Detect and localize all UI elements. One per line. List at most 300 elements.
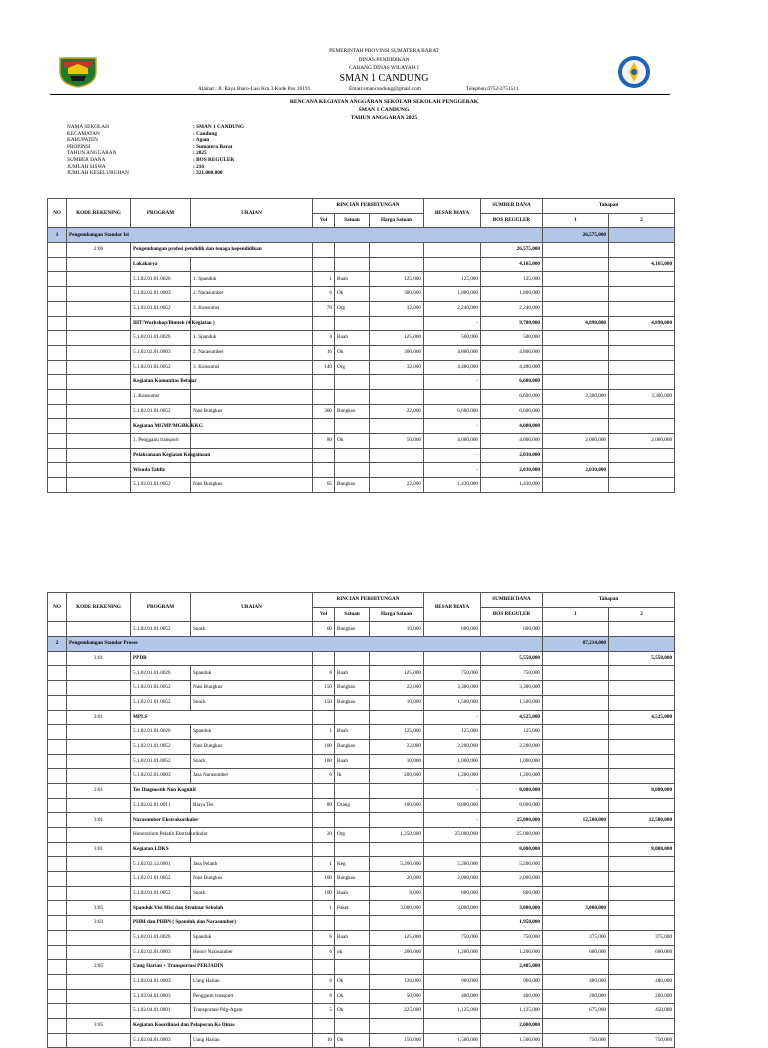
cell-harga-satuan: 20,000 — [370, 872, 424, 887]
cell-tahap-1 — [543, 375, 609, 390]
cell-tahap-2 — [609, 478, 675, 493]
cell-tahap-2 — [609, 301, 675, 316]
cell-satuan: Bungkus — [335, 622, 370, 637]
cell-bos-reguler: 2,200,000 — [481, 739, 543, 754]
cell-no — [48, 360, 67, 375]
cell-tahap-2: 8,000,000 — [609, 783, 675, 798]
cell-satuan — [335, 316, 370, 331]
cell-vol: 300 — [313, 404, 335, 419]
cell-harga-satuan: 125,000 — [370, 725, 424, 740]
cell-harga-satuan: 125,000 — [370, 272, 424, 287]
cell-besar-biaya: 4,800,000 — [424, 345, 481, 360]
cell-satuan — [335, 916, 370, 931]
info-label: JUMLAH KESELURUHAN — [67, 170, 129, 177]
cell-no — [48, 857, 67, 872]
cell-besar-biaya: - — [424, 463, 481, 478]
cell-bos-reguler: 26,575,000 — [543, 228, 609, 243]
cell-kode-rekening — [67, 622, 131, 637]
cell-besar-biaya: 1,800,000 — [424, 287, 481, 302]
cell-uraian: Biaya Tes — [191, 798, 313, 813]
cell-tahap-1 — [543, 1018, 609, 1033]
table-row — [48, 257, 675, 272]
cell-harga-satuan — [370, 960, 424, 975]
table-row — [48, 434, 675, 449]
cell-tahap-2 — [609, 404, 675, 419]
section-row — [48, 228, 675, 243]
cell-satuan — [335, 419, 370, 434]
cell-program: 5.1.02.01.01.0026 — [131, 666, 191, 681]
cell-uraian: Spanduk — [191, 725, 313, 740]
cell-tahap-1 — [543, 681, 609, 696]
cell-program: Honorarium Pelatih Ekstrakurikuler — [131, 828, 191, 843]
cell-kode-rekening — [67, 989, 131, 1004]
cell-bos-reguler: 1,125,000 — [481, 1004, 543, 1019]
cell-uraian: Nasi Bungkus — [191, 478, 313, 493]
cell-vol: 150 — [313, 681, 335, 696]
cell-tahap-1 — [543, 695, 609, 710]
cell-bos-reguler: 2,485,000 — [481, 960, 543, 975]
cell-bos-reguler: 3,000,000 — [481, 901, 543, 916]
cell-section-title: Pengembangan Standar Isi — [67, 228, 543, 243]
cell-harga-satuan: 50,000 — [370, 989, 424, 1004]
cell-no — [48, 695, 67, 710]
cell-uraian: 1. Spanduk — [191, 331, 313, 346]
cell-bos-reguler: 26,575,000 — [481, 243, 543, 258]
cell-no — [48, 1004, 67, 1019]
table-row — [48, 478, 675, 493]
cell-no — [48, 434, 67, 449]
cell-besar-biaya: 125,000 — [424, 272, 481, 287]
cell-satuan — [335, 842, 370, 857]
cell-no — [48, 886, 67, 901]
cell-program: 5.1.02.02.01.0003 — [131, 945, 191, 960]
cell-tahap-2: 750,000 — [609, 1033, 675, 1048]
cell-tahap-1: 675,000 — [543, 1004, 609, 1019]
cell-vol: 150 — [313, 695, 335, 710]
cell-satuan: Ok — [335, 1033, 370, 1048]
cell-harga-satuan: 32,000 — [370, 301, 424, 316]
table-row — [48, 695, 675, 710]
col-rincian: RINCIAN PERHITUNGAN — [313, 593, 424, 608]
cell-no — [48, 828, 67, 843]
table-row — [48, 666, 675, 681]
cell-program: Pengembangan profesi pendidik dan tenaga kependidikan — [131, 243, 313, 258]
cell-program: Uang Harian + Transportasi PERJADIN — [131, 960, 313, 975]
cell-bos-reguler: 4,480,000 — [481, 360, 543, 375]
table-row — [48, 1004, 675, 1019]
cell-bos-reguler: 125,000 — [481, 272, 543, 287]
info-value: : 216 — [193, 163, 205, 170]
cell-bos-reguler: 125,000 — [481, 725, 543, 740]
cell-bos-reguler: 750,000 — [481, 930, 543, 945]
cell-harga-satuan — [370, 419, 424, 434]
cell-tahap-2: 4,525,000 — [609, 710, 675, 725]
cell-vol — [313, 316, 335, 331]
cell-vol: 8 — [313, 974, 335, 989]
cell-bos-reguler: 4,525,000 — [481, 710, 543, 725]
cell-harga-satuan — [370, 813, 424, 828]
cell-vol: 1 — [313, 725, 335, 740]
col-vol: Vol — [313, 607, 335, 622]
cell-uraian: Pengganti transport — [191, 989, 313, 1004]
cell-program: 5.1.02.01.01.0052 — [131, 739, 191, 754]
cell-bos-reguler: 600,000 — [481, 622, 543, 637]
cell-tahap-1 — [543, 754, 609, 769]
cell-tahap-1: 3,300,000 — [543, 389, 609, 404]
cell-satuan: Bungkus — [335, 695, 370, 710]
cell-tahap-1 — [543, 960, 609, 975]
cell-bos-reguler: 960,000 — [481, 974, 543, 989]
cell-vol: 6 — [313, 666, 335, 681]
cell-no — [48, 243, 67, 258]
cell-tahap-2: 5,550,000 — [609, 651, 675, 666]
cell-tahap-2 — [609, 754, 675, 769]
cell-vol: 4 — [313, 331, 335, 346]
cell-besar-biaya — [424, 842, 481, 857]
table-row — [48, 419, 675, 434]
cell-harga-satuan — [370, 448, 424, 463]
cell-vol — [313, 960, 335, 975]
cell-kode-rekening — [67, 272, 131, 287]
cell-uraian: Snack — [191, 754, 313, 769]
table-row — [48, 448, 675, 463]
col-tahap-1: 1 — [543, 213, 609, 228]
cell-tahap-1 — [543, 710, 609, 725]
cell-vol — [313, 389, 335, 404]
cell-harga-satuan: 10,000 — [370, 754, 424, 769]
cell-kode-rekening — [67, 419, 131, 434]
cell-program: Kegiatan LDKS — [131, 842, 313, 857]
cell-program: 5.1.02.01.01.0052 — [131, 622, 191, 637]
col-besar-biaya: BESAR BIAYA — [424, 593, 481, 622]
table-row — [48, 960, 675, 975]
col-uraian: URAIAN — [191, 199, 313, 228]
cell-besar-biaya: 750,000 — [424, 666, 481, 681]
cell-harga-satuan: 22,000 — [370, 404, 424, 419]
cell-harga-satuan — [370, 1018, 424, 1033]
cell-uraian: Snack — [191, 886, 313, 901]
cell-kode-rekening — [67, 331, 131, 346]
table-row — [48, 287, 675, 302]
cell-tahap-2 — [609, 857, 675, 872]
cell-uraian — [191, 257, 313, 272]
cell-bos-reguler: 8,000,000 — [481, 842, 543, 857]
cell-tahap-1 — [543, 769, 609, 784]
cell-bos-reguler: 1,800,000 — [481, 287, 543, 302]
cell-tahap-1 — [543, 857, 609, 872]
cell-harga-satuan: 200,000 — [370, 945, 424, 960]
cell-besar-biaya: - — [424, 316, 481, 331]
cell-no — [48, 272, 67, 287]
cell-harga-satuan: 22,000 — [370, 478, 424, 493]
cell-satuan: Buah — [335, 666, 370, 681]
table-row — [48, 725, 675, 740]
table-row — [48, 989, 675, 1004]
cell-satuan: ok — [335, 945, 370, 960]
cell-tahap-1: 480,000 — [543, 974, 609, 989]
cell-tahap-2 — [609, 622, 675, 637]
cell-tahap-2 — [609, 886, 675, 901]
cell-tahap-1 — [609, 228, 675, 243]
cell-harga-satuan — [370, 783, 424, 798]
cell-satuan — [335, 463, 370, 478]
cell-uraian: Nasi Bungkus — [191, 681, 313, 696]
cell-tahap-2 — [609, 272, 675, 287]
cell-besar-biaya — [424, 1018, 481, 1033]
info-label: TAHUN ANGGARAN — [67, 150, 117, 157]
cell-program: 5.1.02.01.01.0052 — [131, 754, 191, 769]
cell-kode-rekening: 3:01 — [67, 651, 131, 666]
cell-satuan: Ok — [335, 434, 370, 449]
cell-vol: 65 — [313, 478, 335, 493]
col-tahap-2: 2 — [609, 607, 675, 622]
col-bos-reguler: BOS REGULER — [481, 213, 543, 228]
cell-no — [48, 769, 67, 784]
cell-harga-satuan: 200,000 — [370, 769, 424, 784]
cell-tahap-2: 12,500,000 — [609, 813, 675, 828]
cell-harga-satuan: 10,000 — [370, 695, 424, 710]
cell-harga-satuan: 225,000 — [370, 1004, 424, 1019]
table-row — [48, 301, 675, 316]
col-kode-rekening: KODE REKENING — [67, 593, 131, 622]
cell-no — [48, 681, 67, 696]
cell-satuan — [335, 651, 370, 666]
col-sumber-dana: SUMBER DANA — [481, 593, 543, 608]
cell-tahap-1 — [543, 622, 609, 637]
cell-no: 1 — [48, 228, 67, 243]
cell-harga-satuan: 22,000 — [370, 739, 424, 754]
cell-uraian: Uang Harian — [191, 974, 313, 989]
cell-harga-satuan: 32,000 — [370, 360, 424, 375]
info-label: SUMBER DANA — [67, 156, 106, 163]
cell-besar-biaya: 4,000,000 — [424, 434, 481, 449]
cell-harga-satuan: 1,250,000 — [370, 828, 424, 843]
cell-uraian: 1. Spanduk — [191, 272, 313, 287]
cell-vol — [313, 419, 335, 434]
table-row — [48, 622, 675, 637]
cell-besar-biaya — [424, 916, 481, 931]
cell-harga-satuan: 125,000 — [370, 930, 424, 945]
cell-no — [48, 666, 67, 681]
cell-bos-reguler: 1,950,000 — [481, 916, 543, 931]
cell-tahap-1 — [543, 301, 609, 316]
cell-harga-satuan — [370, 710, 424, 725]
cell-tahap-2 — [609, 331, 675, 346]
cell-satuan — [335, 1018, 370, 1033]
cell-no — [48, 316, 67, 331]
cell-tahap-2: 600,000 — [609, 945, 675, 960]
cell-tahap-1 — [543, 651, 609, 666]
cell-harga-satuan — [370, 916, 424, 931]
info-value: : 2025 — [193, 150, 207, 157]
cell-program: 5.1.02.02.01.0003 — [131, 287, 191, 302]
cell-tahap-2: 2,000,000 — [609, 434, 675, 449]
cell-tahap-2: 8,000,000 — [609, 842, 675, 857]
cell-no — [48, 448, 67, 463]
col-tahapan: Tahapan — [543, 199, 675, 214]
table-row — [48, 916, 675, 931]
cell-uraian: 3. Konsumsi — [191, 301, 313, 316]
cell-besar-biaya: 600,000 — [424, 622, 481, 637]
cell-tahap-1 — [543, 725, 609, 740]
cell-satuan: Orang — [335, 798, 370, 813]
cell-harga-satuan — [370, 842, 424, 857]
table-row — [48, 769, 675, 784]
cell-besar-biaya: - — [424, 375, 481, 390]
cell-harga-satuan: 300,000 — [370, 287, 424, 302]
cell-kode-rekening — [67, 798, 131, 813]
cell-harga-satuan: 300,000 — [370, 345, 424, 360]
cell-harga-satuan: 22,000 — [370, 681, 424, 696]
cell-besar-biaya: 800,000 — [424, 886, 481, 901]
cell-tahap-2: 200,000 — [609, 989, 675, 1004]
cell-no — [48, 783, 67, 798]
cell-no — [48, 739, 67, 754]
cell-tahap-1 — [543, 798, 609, 813]
cell-program: 5.1.02.02.01.0011 — [131, 798, 191, 813]
cell-program: Kegiatan Komunitas Belajar — [131, 375, 191, 390]
cell-satuan: Ok — [335, 287, 370, 302]
cell-program: 5.1.02.01.01.0052 — [131, 872, 191, 887]
cell-tahap-1 — [543, 419, 609, 434]
cell-no — [48, 375, 67, 390]
cell-no — [48, 901, 67, 916]
table-row — [48, 1018, 675, 1033]
cell-satuan: Ok — [335, 1004, 370, 1019]
cell-tahap-1 — [543, 345, 609, 360]
cell-kode-rekening — [67, 945, 131, 960]
cell-uraian: 3. Konsumsi — [191, 360, 313, 375]
cell-tahap-2: 3,300,000 — [609, 389, 675, 404]
info-value: : Candung — [193, 130, 217, 137]
col-vol: Vol — [313, 213, 335, 228]
cell-no: 2 — [48, 637, 67, 652]
cell-besar-biaya: 6,600,000 — [424, 404, 481, 419]
table-row — [48, 739, 675, 754]
info-value: : Sumatera Barat — [193, 143, 233, 150]
cell-uraian: Jasa Pelatih — [191, 857, 313, 872]
cell-program: 5.1.02.01.01.0052 — [131, 301, 191, 316]
cell-vol: 100 — [313, 739, 335, 754]
cell-harga-satuan — [370, 257, 424, 272]
cell-tahap-2 — [609, 739, 675, 754]
cell-program: Lokakarya — [131, 257, 191, 272]
cell-kode-rekening: 3:01 — [67, 783, 131, 798]
table-row — [48, 945, 675, 960]
info-label: NAMA SEKOLAH — [67, 124, 109, 130]
cell-program: 5.1.02.01.01.0052 — [131, 886, 191, 901]
cell-no — [48, 960, 67, 975]
header-rule — [50, 94, 670, 95]
cell-kode-rekening — [67, 1004, 131, 1019]
document-title: RENCANA KEGIATAN ANGGARAN SEKOLAH SEKOLAH PENGGERAK — [289, 99, 479, 105]
col-program: PROGRAM — [131, 593, 191, 622]
cell-tahap-1 — [543, 272, 609, 287]
cell-no — [48, 872, 67, 887]
cell-tahap-1 — [543, 886, 609, 901]
cell-vol: 8 — [313, 989, 335, 1004]
cell-tahap-1 — [543, 842, 609, 857]
cell-vol: 60 — [313, 622, 335, 637]
table-row — [48, 872, 675, 887]
cell-bos-reguler: 1,000,000 — [481, 754, 543, 769]
cell-besar-biaya: 3,300,000 — [424, 681, 481, 696]
cell-program: 1. Pengganti transport — [131, 434, 191, 449]
cell-uraian — [191, 419, 313, 434]
cell-tahap-1: 2,000,000 — [543, 434, 609, 449]
cell-kode-rekening — [67, 345, 131, 360]
cell-program: 5.1.02.02.12.0001 — [131, 857, 191, 872]
info-value: : SMAN 1 CANDUNG — [193, 124, 245, 130]
cell-vol — [313, 448, 335, 463]
cell-tahap-2 — [609, 345, 675, 360]
table-row — [48, 375, 675, 390]
cell-besar-biaya: 1,200,000 — [424, 945, 481, 960]
cell-program: 5.1.02.04.01.0003 — [131, 989, 191, 1004]
cell-harga-satuan — [370, 463, 424, 478]
cell-program: Narasumber Ekstrakurikuler — [131, 813, 313, 828]
cell-bos-reguler: 6,600,000 — [481, 389, 543, 404]
table-row — [48, 783, 675, 798]
document-school: SMAN 1 CANDUNG — [358, 107, 410, 113]
cell-kode-rekening — [67, 360, 131, 375]
cell-satuan: Ok — [335, 974, 370, 989]
cell-tahap-2: 4,165,000 — [609, 257, 675, 272]
cell-besar-biaya: 500,000 — [424, 331, 481, 346]
cell-besar-biaya: 400,000 — [424, 989, 481, 1004]
cell-uraian: 2. Narasumber — [191, 287, 313, 302]
cell-tahap-2 — [609, 901, 675, 916]
cell-section-title: Pengembangan Standar Proses — [67, 637, 543, 652]
cell-kode-rekening: 3:05 — [67, 1018, 131, 1033]
cell-besar-biaya: - — [424, 813, 481, 828]
cell-tahap-1 — [543, 448, 609, 463]
cell-kode-rekening — [67, 287, 131, 302]
cell-besar-biaya: - — [424, 448, 481, 463]
cell-besar-biaya — [424, 257, 481, 272]
cell-no — [48, 651, 67, 666]
cell-satuan — [335, 960, 370, 975]
cell-no — [48, 813, 67, 828]
cell-bos-reguler: 87,214,000 — [543, 637, 609, 652]
cell-besar-biaya — [424, 389, 481, 404]
table-row — [48, 345, 675, 360]
cell-vol: 5 — [313, 1004, 335, 1019]
cell-bos-reguler: 4,800,000 — [481, 345, 543, 360]
cell-besar-biaya — [424, 651, 481, 666]
cell-program: 5.1.02.01.01.0052 — [131, 404, 191, 419]
cell-bos-reguler: 800,000 — [481, 886, 543, 901]
section-row — [48, 637, 675, 652]
cell-program: 5.1.02.01.01.0052 — [131, 478, 191, 493]
cell-vol — [313, 375, 335, 390]
cell-besar-biaya: 2,240,000 — [424, 301, 481, 316]
cell-tahap-1: 2,030,000 — [543, 463, 609, 478]
cell-bos-reguler: 1,200,000 — [481, 769, 543, 784]
cell-uraian: Nasi Bungkus — [191, 404, 313, 419]
cell-tahap-2: 480,000 — [609, 974, 675, 989]
cell-program: 5.1.02.04.01.0003 — [131, 1033, 191, 1048]
cell-vol: 100 — [313, 886, 335, 901]
cell-bos-reguler: 4,000,000 — [481, 419, 543, 434]
cell-satuan — [335, 813, 370, 828]
info-value: : BOS REGULER — [193, 156, 235, 163]
cell-tahap-1 — [543, 243, 609, 258]
cell-bos-reguler: 400,000 — [481, 989, 543, 1004]
cell-kode-rekening — [67, 389, 131, 404]
cell-no — [48, 974, 67, 989]
cell-satuan: Bungkus — [335, 739, 370, 754]
